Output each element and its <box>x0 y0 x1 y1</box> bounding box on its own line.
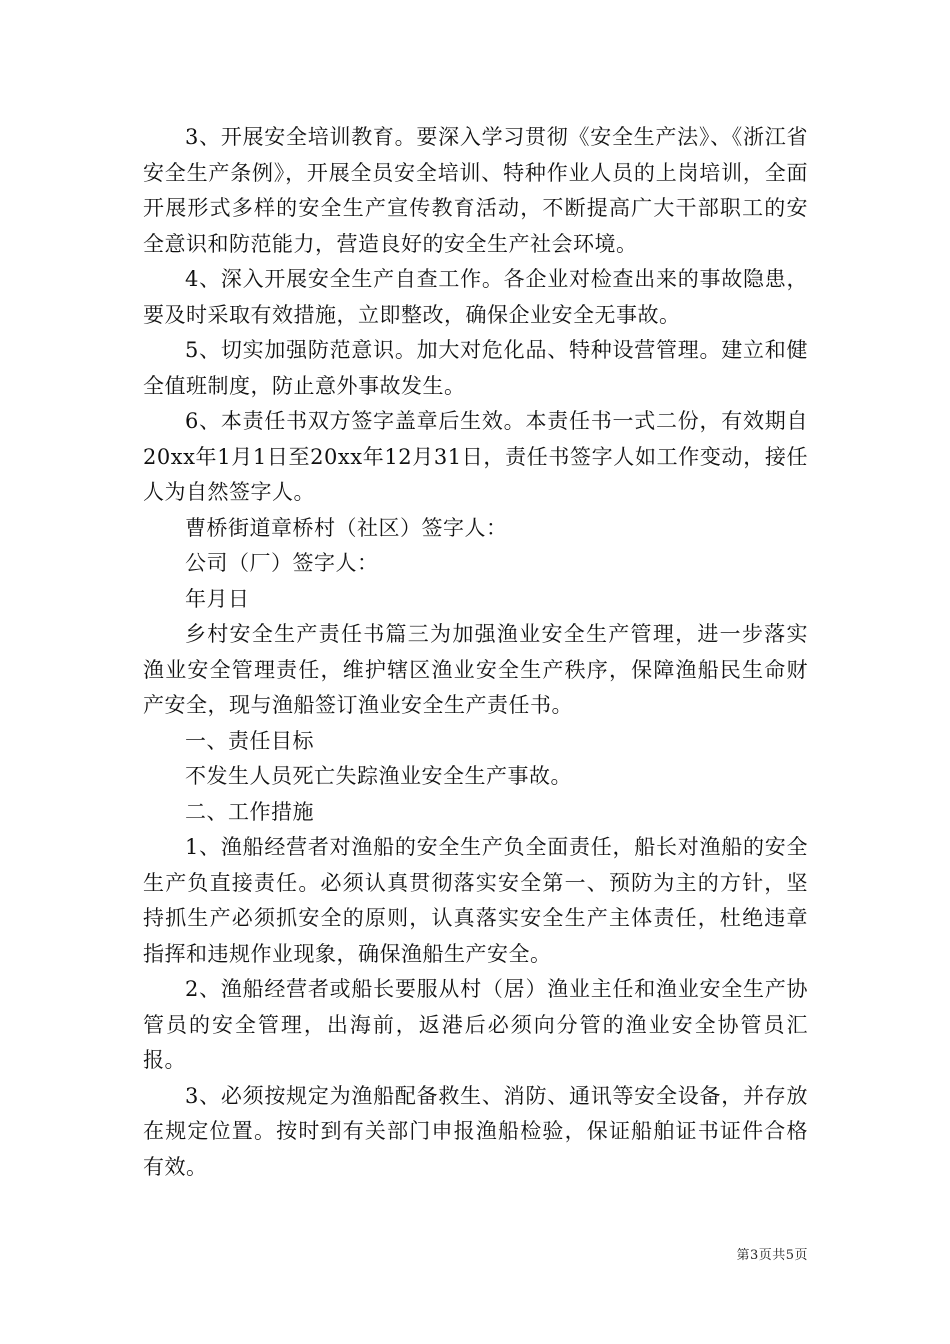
paragraph-measure-3: 3、必须按规定为渔船配备救生、消防、通讯等安全设备，并存放在规定位置。按时到有关部门申报渔船检验，保证船舶证书证件合格有效。 <box>143 1083 808 1179</box>
paragraph-measure-2: 2、渔船经营者或船长要服从村（居）渔业主任和渔业安全生产协管员的安全管理，出海前，返港后必须向分管的渔业安全协管员汇报。 <box>143 977 808 1072</box>
paragraph-prevention: 5、切实加强防范意识。加大对危化品、特种设营管理。建立和健全值班制度，防止意外事故发生。 <box>143 338 808 398</box>
paragraph-fishery-intro: 乡村安全生产责任书篇三为加强渔业安全生产管理，进一步落实渔业安全管理责任，维护辖区渔业安全生产秩序，保障渔船民生命财产安全，现与渔船签订渔业安全生产责任书。 <box>143 622 808 717</box>
paragraph-self-inspection: 4、深入开展安全生产自查工作。各企业对检查出来的事故隐患，要及时采取有效措施，立即整改，确保企业安全无事故。 <box>143 267 808 327</box>
paragraph-measure-1: 1、渔船经营者对渔船的安全生产负全面责任，船长对渔船的安全生产负直接责任。必须认真贯彻落实安全第一、预防为主的方针，坚持抓生产必须抓安全的原则，认真落实安全生产主体责任，杜绝违章指挥和违规作业现象，确保渔船生产安全。 <box>143 835 808 966</box>
section-heading-goal: 一、责任目标 <box>185 728 314 753</box>
paragraph-goal: 不发生人员死亡失踪渔业安全生产事故。 <box>185 764 572 788</box>
signature-line-community: 曹桥街道章桥村（社区）签字人： <box>185 515 508 540</box>
paragraph-training: 3、开展安全培训教育。要深入学习贯彻《安全生产法》、《浙江省安全生产条例》，开展全员安全培训、特种作业人员的上岗培训，全面开展形式多样的安全生产宣传教育活动，不断提高广大干部职工的安全意识和防范能力，营造良好的安全生产社会环境。 <box>143 125 808 256</box>
document-body <box>143 120 808 1185</box>
page-number: 第3页共5页 <box>736 1248 808 1263</box>
paragraph-validity: 6、本责任书双方签字盖章后生效。本责任书一式二份，有效期自20xx年1月1日至20xx年12月31日，责任书签字人如工作变动，接任人为自然签字人。 <box>143 409 808 504</box>
section-heading-measures: 二、工作措施 <box>185 799 314 824</box>
date-line: 年月日 <box>185 586 250 611</box>
signature-line-company: 公司（厂）签字人： <box>185 551 379 575</box>
